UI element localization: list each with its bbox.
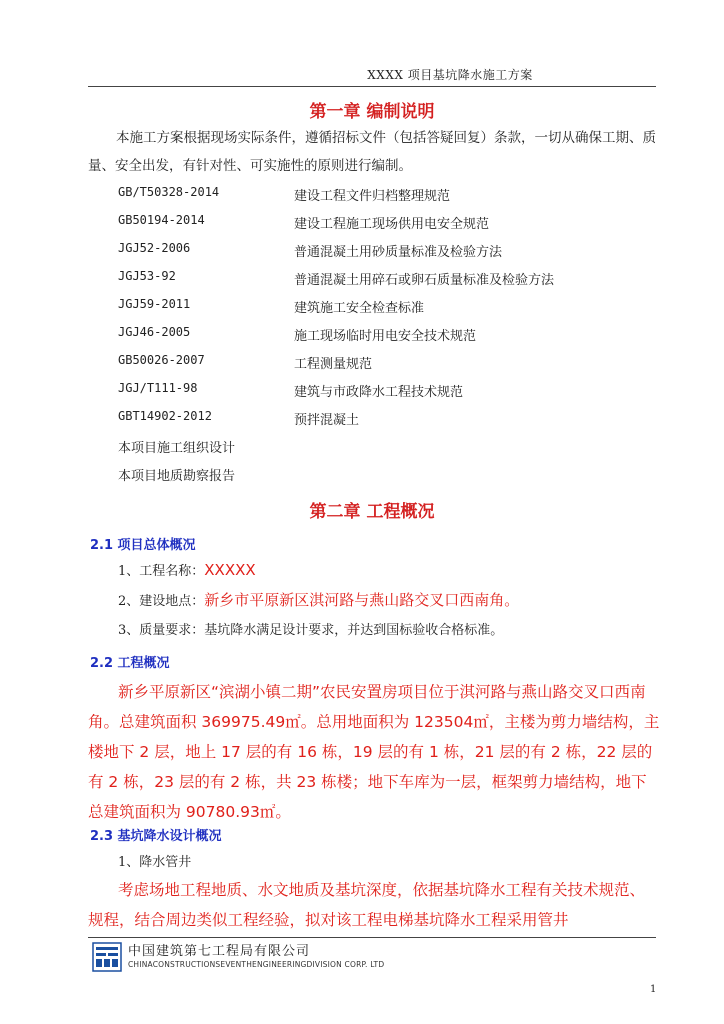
standard-name: 建设工程文件归档整理规范 xyxy=(294,189,451,204)
standard-name: 建设工程施工现场供用电安全规范 xyxy=(294,217,490,232)
standard-code: GB50194-2014 xyxy=(118,213,205,227)
chapter2-title: 第二章 工程概况 xyxy=(309,502,435,522)
footer-divider xyxy=(88,937,656,938)
standard-code: JGJ53-92 xyxy=(118,269,176,283)
standard-row xyxy=(118,185,614,207)
section-2-3-heading: 2.3 基坑降水设计概况 xyxy=(90,829,222,844)
project-name-value: XXXXX xyxy=(204,561,256,579)
project-name-line xyxy=(118,560,256,579)
chapter1-intro: 本施工方案根据现场实际条件，遵循招标文件（包括答疑回复）条款，一切从确保工期、质量、安全出发，有针对性、可实施性的原则进行编制。 xyxy=(88,130,656,174)
standard-name: 施工现场临时用电安全技术规范 xyxy=(294,329,477,344)
section-2-2-heading: 2.2 工程概况 xyxy=(90,656,170,671)
standard-row xyxy=(118,297,614,319)
cscec-logo-icon xyxy=(92,942,122,972)
project-location-value: 新乡市平原新区淇河路与燕山路交叉口西南角。 xyxy=(204,591,520,609)
standard-row xyxy=(118,269,614,291)
standard-name: 预拌混凝土 xyxy=(294,413,360,428)
dewatering-design-paragraph: 考虑场地工程地质、水文地质及基坑深度，依据基坑降水工程有关技术规范、规程，结合周边类似工程经验，拟对该工程电梯基坑降水工程采用管井 xyxy=(88,881,646,929)
standard-name: 工程测量规范 xyxy=(294,357,373,372)
standard-row xyxy=(118,325,614,347)
project-location-line xyxy=(118,589,519,610)
reference-survey-report: 本项目地质勘察报告 xyxy=(118,469,236,484)
standard-row xyxy=(118,213,614,235)
reference-org-design: 本项目施工组织设计 xyxy=(118,441,236,456)
project-location-label: 2、建设地点： xyxy=(118,594,205,609)
standard-name: 普通混凝土用砂质量标准及检验方法 xyxy=(294,245,503,260)
project-name-label: 1、工程名称： xyxy=(118,564,205,579)
standard-code: JGJ59-2011 xyxy=(118,297,191,311)
chapter1-title: 第一章 编制说明 xyxy=(309,102,435,122)
header-title: XXXX 项目基坑降水施工方案 xyxy=(367,68,533,82)
header-divider xyxy=(88,86,656,87)
standard-row xyxy=(118,409,614,431)
standard-code: JGJ52-2006 xyxy=(118,241,191,255)
quality-requirement-line: 3、质量要求：基坑降水满足设计要求，并达到国标验收合格标准。 xyxy=(118,623,504,638)
page-number: 1 xyxy=(650,984,657,995)
section-2-1-heading: 2.1 项目总体概况 xyxy=(90,538,196,553)
standard-code: GB/T50328-2014 xyxy=(118,185,220,199)
standard-code: JGJ/T111-98 xyxy=(118,381,198,395)
standard-code: JGJ46-2005 xyxy=(118,325,191,339)
footer-company-en: CHINACONSTRUCTIONSEVENTHENGINEERINGDIVISION CORP. LTD xyxy=(128,960,385,969)
standard-code: GB50026-2007 xyxy=(118,353,205,367)
standard-row xyxy=(118,353,614,375)
footer-company-cn: 中国建筑第七工程局有限公司 xyxy=(128,944,311,959)
standard-name: 建筑施工安全检查标准 xyxy=(294,301,425,316)
standard-name: 建筑与市政降水工程技术规范 xyxy=(294,385,464,400)
project-overview-paragraph: 新乡平原新区“滨湖小镇二期”农民安置房项目位于淇河路与燕山路交叉口西南角。总建筑面积 369975.49㎡。总用地面积为 123504㎡，主楼为剪力墙结构，主楼地下 2 层，地上 17 层的有 16 栋，19 层的有 1 栋，21 层的有 2 栋，22 层的有 2 栋，23 层的有 2 栋，共 23 栋楼；地下车库为一层，框架剪力墙结构，地下总建筑面积为 90780.93㎡。 xyxy=(88,683,660,821)
dewatering-well-item: 1、降水管井 xyxy=(118,855,192,870)
standard-name: 普通混凝土用碎石或卵石质量标准及检验方法 xyxy=(294,273,555,288)
standard-row xyxy=(118,241,614,263)
standard-row xyxy=(118,381,614,403)
standard-code: GBT14902-2012 xyxy=(118,409,212,423)
